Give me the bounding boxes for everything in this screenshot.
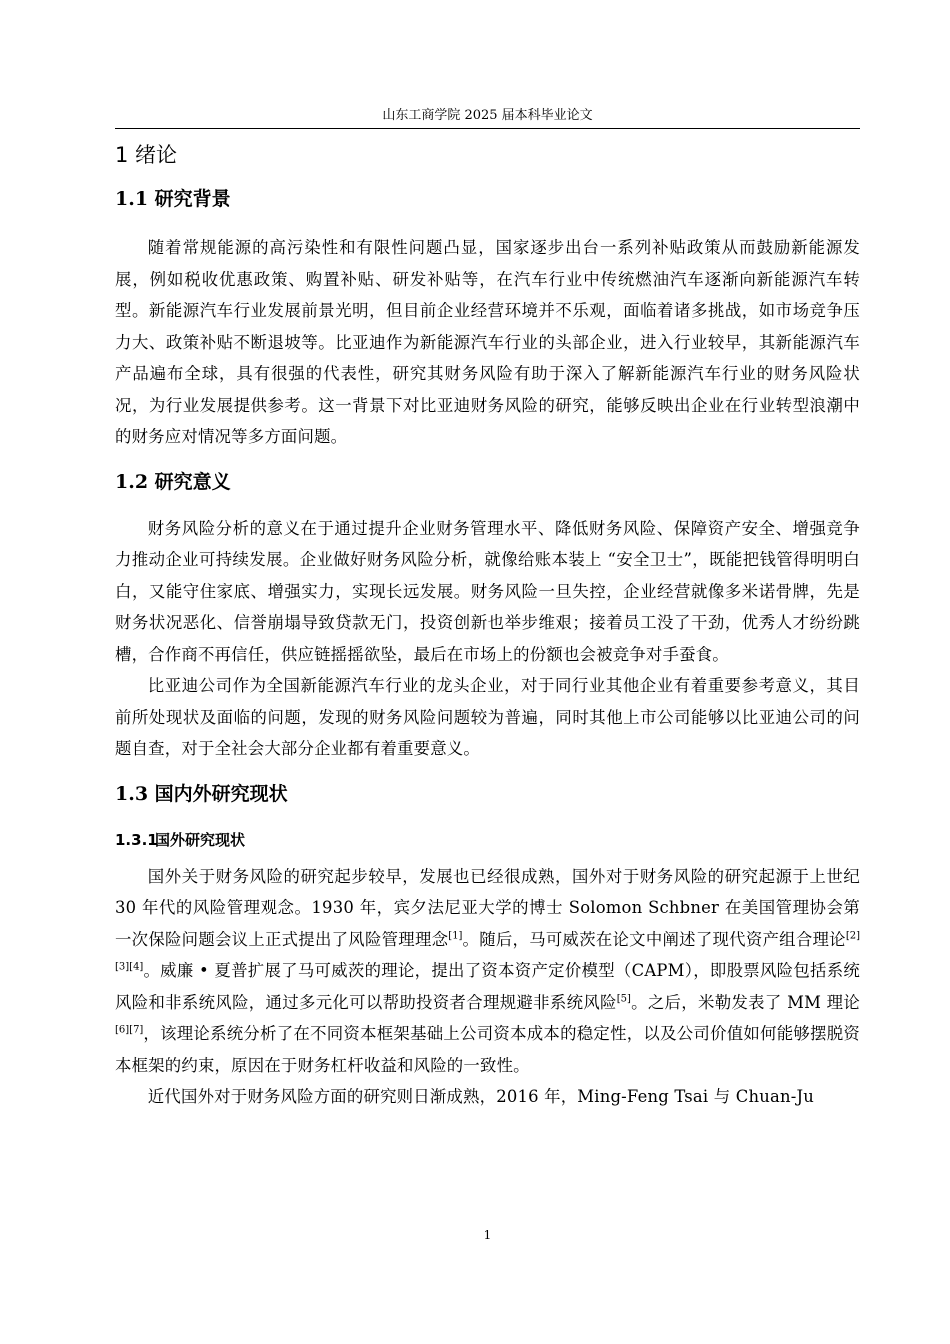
text-run: 。随后，马可威茨在论文中阐述了现代资产组合理论	[462, 929, 846, 949]
subsection-number: 1.3.1	[115, 830, 158, 849]
page-number: 1	[483, 1228, 492, 1242]
citation-2-3-4: [2][3][4]	[115, 930, 860, 973]
section-title-1-1: 1.1 研究背景	[115, 188, 231, 210]
section-title-1-2: 1.2 研究意义	[115, 470, 231, 493]
paragraph-foreign-research-1	[115, 861, 860, 1082]
subsection-title-1-3-1	[115, 819, 860, 861]
paragraph-research-significance-2: 比亚迪公司作为全国新能源汽车行业的龙头企业，对于同行业其他企业有着重要参考意义，其目前所处现状及面临的问题，发现的财务风险问题较为普遍，同时其他上市公司能够以比亚迪公司的问题自查，对于全社会大部分企业都有着重要意义。	[115, 676, 860, 758]
chapter-title: 1 绪论	[115, 143, 178, 167]
text-run: 。威廉 • 夏普扩展了马可威茨的理论，提出了资本资产定价模型（CAPM），即股票风险包括系统风险和非系统风险，通过多元化可以帮助投资者合理规避非系统风险	[115, 961, 860, 1012]
citation-5: [5]	[616, 993, 631, 1005]
citation-6-7: [6][7]	[115, 1024, 144, 1036]
text-run: ，该理论系统分析了在不同资本框架基础上公司资本成本的稳定性，以及公司价值如何能够摆脱资本框架的约束，原因在于财务杠杆收益和风险的一致性。	[115, 1024, 860, 1075]
citation-1: [1]	[448, 930, 463, 942]
page-content	[115, 138, 860, 1113]
running-header: 山东工商学院 2025 届本科毕业论文	[382, 108, 593, 123]
header-rule	[115, 128, 860, 129]
document-page	[115, 0, 860, 1344]
subsection-label: 国外研究现状	[155, 830, 246, 849]
paragraph-foreign-research-2: 近代国外对于财务风险方面的研究则日渐成熟，2016 年，Ming-Feng Tsai 与 Chuan-Ju	[147, 1087, 814, 1106]
text-run: 。之后，米勒发表了 MM 理论	[630, 992, 860, 1012]
section-title-1-3: 1.3 国内外研究现状	[115, 782, 288, 805]
text-run: 国外关于财务风险的研究起步较早，发展也已经很成熟，国外对于财务风险的研究起源于上世纪 30 年代的风险管理观念。1930 年，宾夕法尼亚大学的博士 Solomon Schbner 在美国管理协会第一次保险问题会议上正式提出了风险管理理念	[115, 866, 860, 949]
paragraph-research-background: 随着常规能源的高污染性和有限性问题凸显，国家逐步出台一系列补贴政策从而鼓励新能源发展，例如税收优惠政策、购置补贴、研发补贴等，在汽车行业中传统燃油汽车逐渐向新能源汽车转型。新能源汽车行业发展前景光明，但目前企业经营环境并不乐观，面临着诸多挑战，如市场竞争压力大、政策补贴不断退坡等。比亚迪作为新能源汽车行业的头部企业，进入行业较早，其新能源汽车产品遍布全球，具有很强的代表性，研究其财务风险有助于深入了解新能源汽车行业的财务风险状况，为行业发展提供参考。这一背景下对比亚迪财务风险的研究，能够反映出企业在行业转型浪潮中的财务应对情况等多方面问题。	[115, 238, 860, 446]
paragraph-research-significance-1: 财务风险分析的意义在于通过提升企业财务管理水平、降低财务风险、保障资产安全、增强竞争力推动企业可持续发展。企业做好财务风险分析，就像给账本装上 “安全卫士”，既能把钱管得明明白白，又能守住家底、增强实力，实现长远发展。财务风险一旦失控，企业经营就像多米诺骨牌，先是财务状况恶化、信誉崩塌导致贷款无门，投资创新也举步维艰；接着员工没了干劲，优秀人才纷纷跳槽，合作商不再信任，供应链摇摇欲坠，最后在市场上的份额也会被竞争对手蚕食。	[115, 518, 860, 664]
